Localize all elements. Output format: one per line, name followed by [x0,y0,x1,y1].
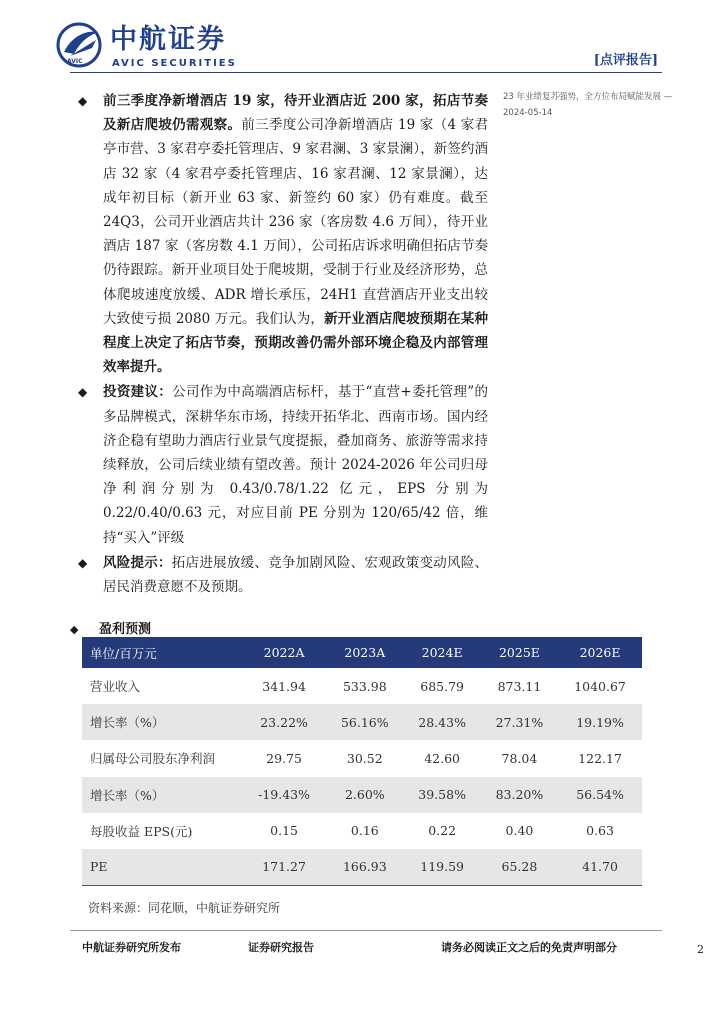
table-cell: 119.59 [403,849,480,885]
paragraph-body: 公司作为中高端酒店标杆，基于“直营+委托管理”的多品牌模式，深耕华东市场，持续开拓华北、西南市场。国内经济企稳有望助力酒店行业景气度提振，叠加商务、旅游等需求持续释放，公司后续业绩有望改善。预计 2024-2026 年公司归母净利润分别为 0.43/0.78/1.22 亿元，EPS 分别为 0.22/0.40/0.63 元，对应目前 PE 分别为 120/65/42 倍，维持“买入”评级 [103,384,488,546]
table-row-profit-growth [82,777,642,813]
header-cell: 2026E [558,637,642,668]
table-cell: 56.16% [326,704,403,740]
table-cell: 27.31% [481,704,558,740]
table-cell: 533.98 [342,678,387,694]
table-row-pe [82,849,642,885]
header-divider [70,72,662,73]
related-report-title[interactable]: 23 年业绩复苏强势，全方位布局赋能发展 — [503,92,673,102]
paragraph-conclusion: 新开业酒店爬坡预期在某种程度上决定了拓店节奏，预期改善仍需外部环境企稳及内部管理效率提升。 [103,310,488,376]
table-cell: 171.27 [242,849,326,885]
table-cell: 873.11 [497,678,542,694]
table-cell: 65.28 [481,849,558,885]
table-cell: 1040.67 [574,678,626,694]
table-cell: 166.93 [326,849,403,885]
table-cell: 41.70 [558,849,642,885]
header-cell: 单位/百万元 [82,637,242,668]
table-cell: 56.54% [558,777,642,813]
footer-disclaimer-note: 请务必阅读正文之后的免责声明部分 [441,941,617,954]
paragraph-risk-warning [78,551,488,599]
table-row-revenue [82,668,642,704]
table-cell: 0.22 [428,823,457,839]
footer-publisher: 中航证券研究所发布 [82,941,181,954]
table-row-eps [82,813,642,849]
table-row-net-profit [82,740,642,776]
forecast-section-title [70,618,151,637]
header-cell: 2025E [481,637,558,668]
table-cell: 0.15 [270,823,298,839]
table-source-note: 资料来源：同花顺，中航证券研究所 [88,901,281,915]
paragraph-store-expansion [78,89,488,379]
table-cell: 39.58% [403,777,480,813]
logo-chinese-name: 中航证券 [110,24,226,55]
table-cell: 营业收入 [90,679,141,695]
table-cell: 28.43% [403,704,480,740]
company-logo [56,22,256,72]
paragraph-investment-advice [78,380,488,549]
report-type-label: [点评报告] [593,53,658,68]
paragraph-body: 前三季度公司净新增酒店 19 家（4 家君亭市营、3 家君亭委托管理店、9 家君澜、3 家景澜），新签约酒店 32 家（4 家君亭委托管理店、16 家君澜、12 家景澜），达成年初目标（新开业 63 家、新签约 60 家）仍有难度。截至 24Q3，公司开业酒店共计 236 家（客房数 4.6 万间），待开业酒店 187 家（客房数 4.1 万间），公司拓店诉求明确但拓店节奏仍待跟踪。新开业项目处于爬坡期，受制于行业及经济形势，总体爬坡速度放缓、ADR 增长承压，24H1 直营酒店开业支出较大致使亏损 2080 万元。我们认为， [103,117,488,327]
avic-emblem-icon [56,22,102,68]
table-cell: 0.16 [350,823,379,839]
table-cell: PE [82,849,242,885]
footer-divider [70,930,662,931]
table-cell: 增长率（%） [82,777,242,813]
paragraph-lead: 前三季度净新增酒店 19 家，待开业酒店近 200 家，拓店节奏及新店爬坡仍需观察。 [103,93,488,134]
header-cell: 2023A [326,637,403,668]
related-report-note[interactable] [503,89,693,121]
table-cell: 2.60% [326,777,403,813]
table-cell: 122.17 [578,750,622,766]
forecast-title-text: 盈利预测 [99,622,152,637]
table-row-revenue-growth [82,704,642,740]
header-cell: 2024E [403,637,480,668]
bullet-diamond-icon: ◆ [78,94,88,108]
table-header-row [82,637,642,668]
related-report-date: 2024-05-14 [503,108,553,118]
table-cell: 每股收益 EPS(元) [90,823,193,839]
table-cell: 78.04 [501,750,538,766]
header-cell: 2022A [242,637,326,668]
page-number: 2 [697,943,704,956]
earnings-forecast-table [82,637,642,886]
logo-english-name: AVIC SECURITIES [112,58,237,69]
table-cell: 0.63 [586,823,614,839]
table-cell: 归属母公司股东净利润 [90,751,216,767]
table-cell: 83.20% [481,777,558,813]
table-cell: 19.19% [558,704,642,740]
table-cell: 42.60 [424,750,461,766]
bullet-diamond-icon: ◆ [78,555,88,570]
paragraph-body: 拓店进展放缓、竞争加剧风险、宏观政策变动风险、居民消费意愿不及预期。 [103,554,488,596]
footer-report-label: 证券研究报告 [248,941,314,954]
table-cell: 增长率（%） [82,704,242,740]
table-cell: 29.75 [266,750,302,766]
table-cell: 685.79 [420,678,464,694]
table-cell: 0.40 [505,823,534,839]
table-cell: -19.43% [242,777,326,813]
table-cell: 30.52 [346,750,383,766]
table-cell: 23.22% [242,704,326,740]
bullet-diamond-icon: ◆ [70,623,79,636]
main-text-column [78,89,488,599]
paragraph-lead: 投资建议： [103,384,173,401]
bullet-diamond-icon: ◆ [78,385,88,400]
paragraph-lead: 风险提示： [103,554,172,571]
table-cell: 341.94 [262,678,306,694]
svg-text:AVIC: AVIC [67,58,83,65]
